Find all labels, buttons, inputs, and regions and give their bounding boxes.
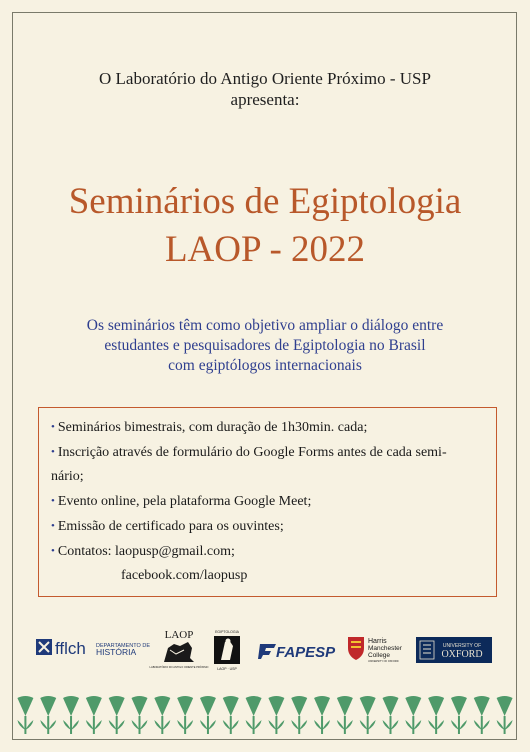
papyrus-plant-icon bbox=[360, 696, 376, 734]
title-line-1: Seminários de Egiptologia bbox=[68, 181, 462, 222]
bullet-icon: • bbox=[51, 421, 55, 433]
info-item-text: Inscrição através de formulário do Google Forms antes de cada semi- bbox=[57, 445, 447, 460]
papyrus-plant-icon bbox=[109, 696, 125, 734]
fflch-logo bbox=[36, 636, 148, 660]
info-item-text: Emissão de certificado para os ouvintes; bbox=[57, 519, 284, 534]
info-item-registration bbox=[51, 440, 486, 465]
svg-text:College: College bbox=[368, 652, 391, 659]
svg-text:Harris: Harris bbox=[368, 638, 387, 645]
bullet-icon: • bbox=[51, 446, 55, 458]
svg-text:EGIPTOLOGIA: EGIPTOLOGIA bbox=[215, 630, 239, 634]
papyrus-plant-icon bbox=[246, 696, 262, 734]
svg-text:Manchester: Manchester bbox=[368, 645, 402, 652]
svg-text:OXFORD: OXFORD bbox=[441, 649, 483, 660]
papyrus-plant-icon bbox=[63, 696, 79, 734]
svg-text:LAOP: LAOP bbox=[164, 629, 194, 641]
laop-logo bbox=[149, 628, 209, 672]
svg-text:DEPARTAMENTO DE: DEPARTAMENTO DE bbox=[96, 643, 150, 649]
info-item-facebook bbox=[51, 564, 486, 588]
contact-email: Contatos: laopusp@gmail.com; bbox=[57, 544, 235, 559]
info-item-certificate bbox=[51, 514, 486, 539]
info-item-online bbox=[51, 489, 486, 514]
papyrus-plant-icon bbox=[177, 696, 193, 734]
papyrus-plant-icon bbox=[474, 696, 490, 734]
contact-facebook: facebook.com/laopusp bbox=[121, 568, 248, 583]
info-box bbox=[38, 407, 497, 597]
info-item-registration-cont bbox=[51, 465, 486, 489]
event-title bbox=[0, 178, 530, 274]
info-item-contacts bbox=[51, 539, 486, 564]
info-item-text: Seminários bimestrais, com duração de 1h30min. cada; bbox=[57, 420, 368, 435]
papyrus-plant-icon bbox=[314, 696, 330, 734]
papyrus-plant-icon bbox=[17, 696, 33, 734]
papyrus-plant-icon bbox=[132, 696, 148, 734]
papyrus-plant-icon bbox=[40, 696, 56, 734]
info-item-text: Evento online, pela plataforma Google Meet; bbox=[57, 494, 312, 509]
papyrus-plant-icon bbox=[337, 696, 353, 734]
papyrus-plant-icon bbox=[223, 696, 239, 734]
egyptology-logo bbox=[212, 628, 242, 672]
papyrus-plant-icon bbox=[405, 696, 421, 734]
intro-text bbox=[0, 68, 530, 110]
papyrus-plant-icon bbox=[154, 696, 170, 734]
oxford-logo bbox=[416, 637, 492, 663]
svg-text:UNIVERSITY OF OXFORD: UNIVERSITY OF OXFORD bbox=[368, 660, 399, 663]
svg-text:LABORATÓRIO DO ANTIGO ORIENTE: LABORATÓRIO DO ANTIGO ORIENTE PRÓXIMO bbox=[149, 666, 209, 669]
papyrus-plant-icon bbox=[428, 696, 444, 734]
papyrus-plant-icon bbox=[383, 696, 399, 734]
bullet-icon: • bbox=[51, 545, 55, 557]
harris-manchester-logo bbox=[346, 634, 406, 664]
sponsor-logos bbox=[36, 628, 496, 672]
description-line-3: com egiptólogos internacionais bbox=[168, 357, 362, 374]
description-line-2: estudantes e pesquisadores de Egiptologia no Brasil bbox=[104, 337, 426, 354]
svg-text:HISTÓRIA: HISTÓRIA bbox=[96, 647, 137, 657]
svg-text:FAPESP: FAPESP bbox=[276, 644, 336, 661]
papyrus-plant-icon bbox=[86, 696, 102, 734]
papyrus-plant-icon bbox=[291, 696, 307, 734]
intro-line-2: apresenta: bbox=[230, 90, 300, 109]
info-item-schedule bbox=[51, 415, 486, 440]
fapesp-logo bbox=[258, 640, 334, 660]
papyrus-plant-icon bbox=[497, 696, 513, 734]
papyrus-plant-icon bbox=[451, 696, 467, 734]
intro-line-1: O Laboratório do Antigo Oriente Próximo - USP bbox=[99, 69, 431, 88]
papyrus-border bbox=[14, 690, 516, 738]
bullet-icon: • bbox=[51, 495, 55, 507]
description-line-1: Os seminários têm como objetivo ampliar o diálogo entre bbox=[86, 317, 444, 334]
bullet-icon: • bbox=[51, 520, 55, 532]
title-line-2: LAOP - 2022 bbox=[164, 229, 366, 270]
event-description bbox=[0, 316, 530, 376]
papyrus-plant-icon bbox=[200, 696, 216, 734]
svg-text:UNIVERSITY OF: UNIVERSITY OF bbox=[442, 643, 482, 649]
svg-text:fflch: fflch bbox=[55, 639, 86, 658]
svg-text:LAOP · USP: LAOP · USP bbox=[217, 667, 237, 671]
papyrus-plant-icon bbox=[268, 696, 284, 734]
info-item-text: nário; bbox=[51, 469, 84, 484]
